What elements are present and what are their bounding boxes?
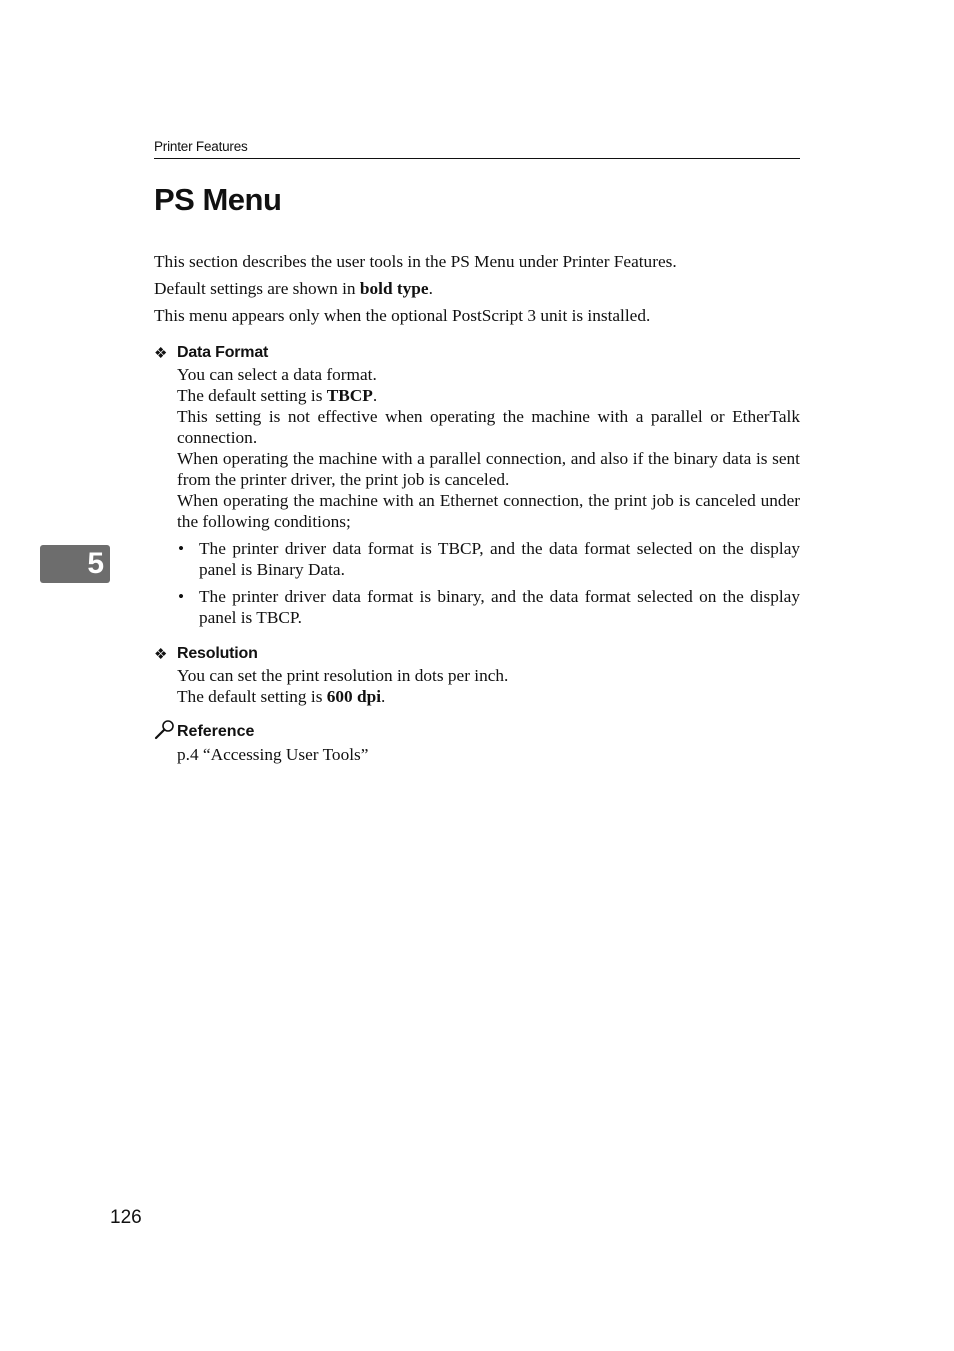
bold-sample: bold type bbox=[359, 279, 429, 298]
intro-line-3: This menu appears only when the optional PostScript 3 unit is installed. bbox=[154, 306, 651, 325]
list-item: • The printer driver data format is binary, and the data format selected on the display panel is TBCP. bbox=[178, 587, 800, 627]
reference-body bbox=[177, 744, 800, 765]
paragraph: When operating the machine with an Ethernet connection, the print job is canceled under the following conditions; bbox=[177, 491, 800, 531]
chapter-tab: 5 bbox=[40, 545, 110, 583]
section-heading-data-format: ❖ Data Format bbox=[154, 344, 269, 362]
reference-heading: Reference bbox=[154, 717, 800, 741]
section-data-format bbox=[154, 342, 800, 634]
page-number: 126 bbox=[110, 1207, 142, 1228]
bullet-dot-icon: • bbox=[178, 587, 185, 606]
intro-text bbox=[154, 248, 800, 329]
paragraph: When operating the machine with a parallel connection, and also if the binary data is sent from the printer driver, the print job is canceled. bbox=[177, 449, 800, 489]
page-title: PS Menu bbox=[154, 182, 282, 217]
section-heading-resolution: ❖ Resolution bbox=[154, 645, 258, 663]
list-item: • The printer driver data format is TBCP, and the data format selected on the display panel is Binary Data. bbox=[178, 539, 800, 579]
condition-list bbox=[177, 538, 800, 628]
paragraph: This setting is not effective when operating the machine with a parallel or EtherTalk connection. bbox=[177, 407, 800, 447]
reference-link[interactable]: p.4 “Accessing User Tools” bbox=[177, 745, 369, 764]
intro-line-2: Default settings are shown in bold type. bbox=[154, 279, 433, 298]
magnifier-icon bbox=[154, 719, 177, 741]
paragraph: The default setting is TBCP. bbox=[177, 386, 378, 405]
section-body-data-format bbox=[177, 364, 800, 532]
bullet-dot-icon: • bbox=[178, 539, 185, 558]
paragraph: You can set the print resolution in dots per inch. bbox=[177, 666, 509, 685]
paragraph: The default setting is 600 dpi. bbox=[177, 687, 386, 706]
section-body-resolution bbox=[177, 665, 800, 707]
default-value: 600 dpi bbox=[326, 687, 381, 706]
running-header: Printer Features bbox=[154, 138, 800, 159]
default-value: TBCP bbox=[326, 386, 373, 405]
reference-block bbox=[154, 717, 800, 765]
diamond-bullet-icon: ❖ bbox=[154, 646, 168, 663]
intro-line-1: This section describes the user tools in the PS Menu under Printer Features. bbox=[154, 252, 677, 271]
paragraph: You can select a data format. bbox=[177, 365, 377, 384]
diamond-bullet-icon: ❖ bbox=[154, 345, 168, 362]
section-resolution bbox=[154, 643, 800, 707]
